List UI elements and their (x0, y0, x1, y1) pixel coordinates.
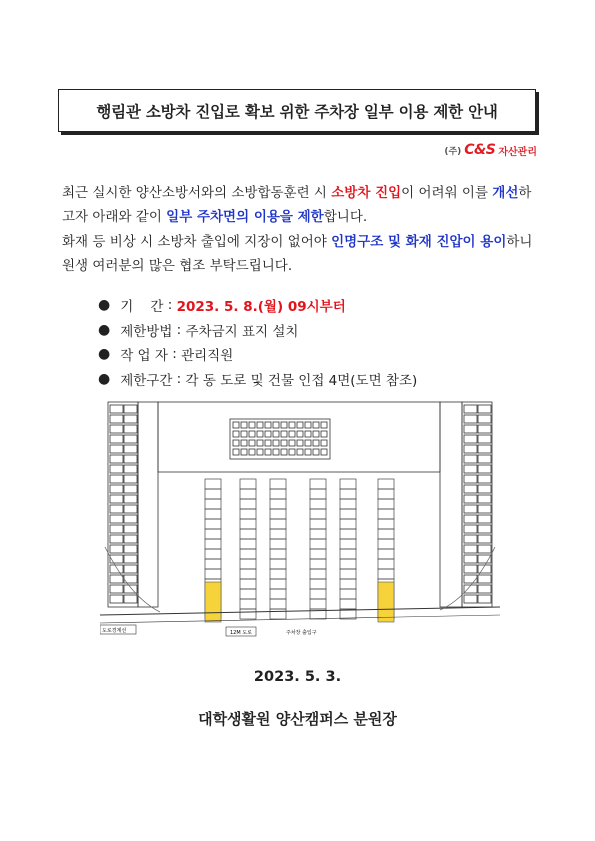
item-value: 2023. 5. 8.(월) 09시부터 (176, 299, 346, 316)
highlight-blue: 인명구조 및 화재 진압이 용이 (331, 234, 507, 250)
highlight-red: 소방차 진입 (331, 185, 402, 201)
logo-brand: C&S (464, 142, 496, 158)
bullet-icon: ● (98, 321, 111, 338)
parking-floor-plan (100, 397, 500, 641)
text: 이 어려워 이를 (401, 185, 493, 201)
item-value: 주차금지 표지 설치 (185, 323, 299, 340)
item-label: 기 간 (120, 299, 164, 316)
list-item: ● 기 간 : 2023. 5. 8.(월) 09시부터 (98, 297, 346, 316)
request-paragraph (62, 230, 542, 278)
item-value: 각 동 도로 및 건물 인접 4면(도면 참조) (185, 372, 418, 389)
road-boundary-label: 도로경계선 (102, 628, 127, 634)
signature: 대학생활원 양산캠퍼스 분원장 (198, 710, 397, 728)
highlight-blue: 개선 (492, 185, 519, 201)
list-item: ● 제한방법 : 주차금지 표지 설치 (98, 321, 299, 340)
bullet-icon: ● (98, 370, 111, 387)
logo-sub: 자산관리 (498, 146, 537, 158)
bullet-icon: ● (98, 297, 111, 314)
text: 하니 원생 여러분의 많은 협조 부탁드립니다. (62, 234, 533, 274)
restricted-spot-left (205, 582, 221, 622)
text: 하고자 아래와 같이 (62, 185, 532, 225)
text: 화재 등 비상 시 소방차 출입에 지장이 없어야 (62, 234, 332, 250)
intro-paragraph (62, 181, 542, 229)
title-box (58, 89, 536, 132)
list-item: ● 제한구간 : 각 동 도로 및 건물 인접 4면(도면 참조) (98, 370, 418, 389)
page-title: 행림관 소방차 진입로 확보 위한 주차장 일부 이용 제한 안내 (96, 102, 498, 121)
logo-corp: (주) (444, 146, 462, 157)
item-label: 제한방법 (120, 323, 173, 340)
details-list (98, 293, 417, 391)
road-label: 12M 도로 (230, 630, 252, 636)
notice-date: 2023. 5. 3. (253, 669, 342, 685)
text: 합니다. (323, 209, 368, 225)
text: 최근 실시한 양산소방서와의 소방합동훈련 시 (62, 185, 332, 201)
restricted-spot-right (378, 582, 394, 622)
item-label: 작 업 자 (120, 348, 168, 365)
highlight-blue: 일부 주차면의 이용을 제한 (166, 209, 324, 225)
entrance-label: 주차장 출입구 (286, 630, 317, 636)
item-value: 관리직원 (181, 348, 234, 365)
list-item: ● 작 업 자 : 관리직원 (98, 346, 234, 365)
company-logo (444, 142, 537, 158)
item-label: 제한구간 (120, 372, 173, 389)
bullet-icon: ● (98, 346, 111, 363)
